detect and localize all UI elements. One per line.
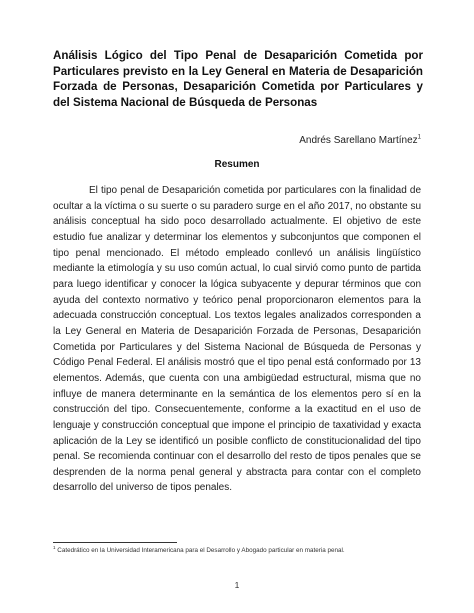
footnote-mark: 1 [53,544,56,550]
author-name: Andrés Sarellano Martínez [299,135,418,146]
abstract-heading: Resumen [214,159,260,170]
page-number: 1 [234,580,240,590]
abstract-text: El tipo penal de Desaparición cometida por particulares con la finalidad de ocultar a la víctima o su suerte o su paradero surge en el año 2017, no obstante su análisis conceptual ha sido poco desarrollado actualmente. El objetivo de este estudio fue analizar y determinar los elementos y subconjuntos que componen el tipo penal mencionado. El método empleado conllevó un análisis lingüístico mediante la etimología y su uso común actual, lo cual sirvió como punto de partida para luego identificar y conocer la lógica subyacente y depurar términos que con ayuda del contexto normativo y teórico penal proporcionaron elementos para la adecuada construcción conceptual. Los textos legales analizados corresponden a la Ley General en Materia de Desaparición Forzada de Personas, Desaparición Cometida por Particulares y del Sistema Nacional de Búsqueda de Personas y Código Penal Federal. El análisis mostró que el tipo penal está conformado por 13 elementos. Además, que cuenta con una ambigüedad estructural, misma que no influye de manera determinante en la semántica de los elementos pero sí en la construcción del tipo. Consecuentemente, conforme a la exactitud en el uso de lenguaje y construcción conceptual que impone el principio de taxatividad y exacta aplicación de la Ley se identificó un posible conflicto de constitucionalidad del tipo penal. Se recomienda continuar con el desarrollo del resto de tipos penales que se desprenden de la norma penal general y abstracta para contar con el completo desarrollo del universo de tipos penales. [53,185,422,494]
footnote [53,546,421,555]
footnote-text: Catedrático en la Universidad Interamericana para el Desarrollo y Abogado particular en materia penal. [57,547,345,554]
footnote-separator [53,542,177,543]
author-line [299,134,421,148]
author-footnote-mark[interactable]: 1 [417,134,421,141]
document-title: Análisis Lógico del Tipo Penal de Desaparición Cometida por Particulares previsto en la Ley General en Materia de Desaparición Forzada de Personas, Desaparición Cometida por Particulares y del Sistema Nacional de Búsqueda de Personas [53,49,423,109]
abstract-paragraph [53,183,421,496]
